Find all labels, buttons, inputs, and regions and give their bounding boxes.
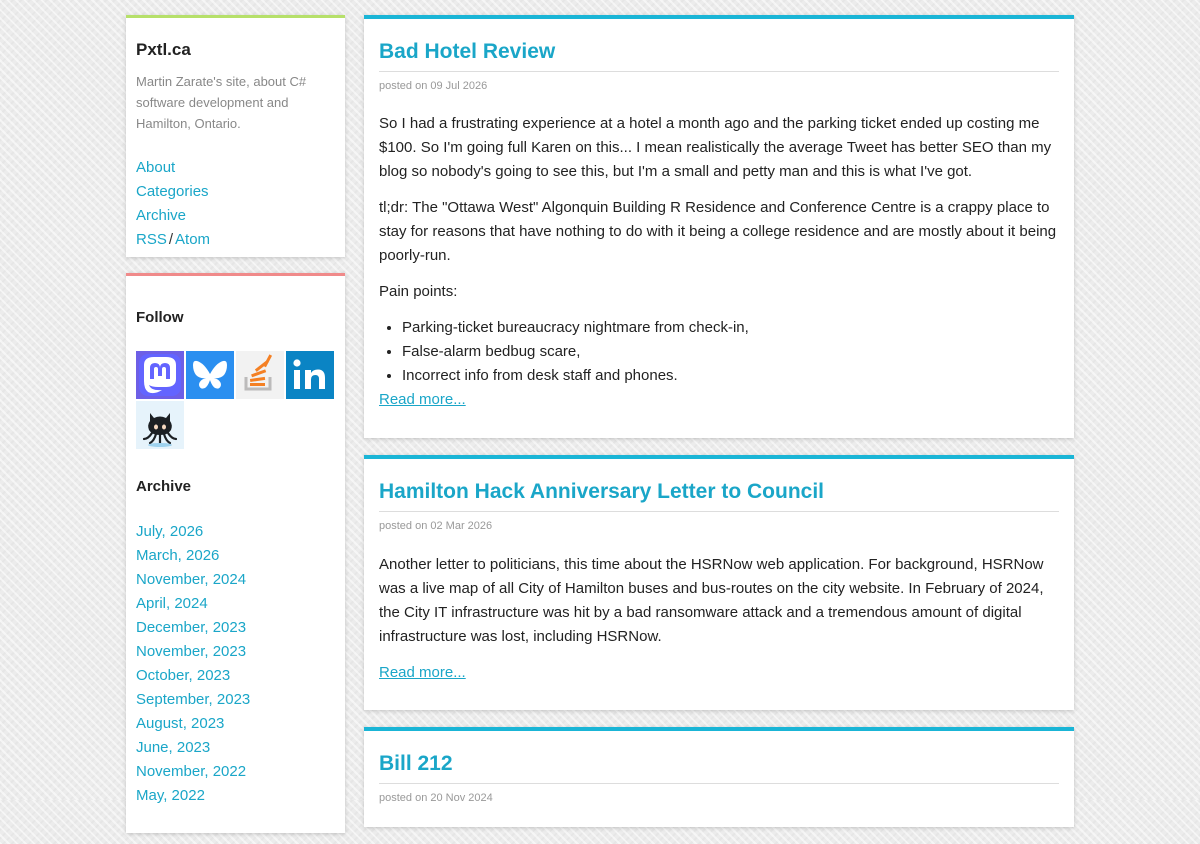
post-paragraph: Pain points: (379, 283, 458, 300)
post-card (364, 455, 1074, 710)
archive-link[interactable]: March, 2026 (136, 547, 220, 564)
archive-link[interactable]: September, 2023 (136, 691, 251, 708)
nav-about-link[interactable]: About (136, 159, 176, 176)
post-card (364, 727, 1074, 827)
bluesky-icon[interactable] (186, 351, 234, 399)
nav-rss-link[interactable]: RSS (136, 231, 167, 248)
post-card (364, 15, 1074, 438)
post-date: posted on 20 Nov 2024 (379, 792, 493, 804)
follow-heading: Follow (136, 309, 184, 326)
nav-atom-link[interactable]: Atom (175, 231, 211, 248)
nav-archive-link[interactable]: Archive (136, 207, 187, 224)
archive-link[interactable]: May, 2022 (136, 787, 205, 804)
site-nav (136, 156, 335, 252)
github-icon[interactable] (136, 401, 184, 449)
archive-list (136, 520, 335, 808)
stackoverflow-icon[interactable] (236, 351, 284, 399)
feed-links (136, 228, 335, 252)
archive-link[interactable]: July, 2026 (136, 523, 204, 540)
archive-heading: Archive (136, 478, 192, 495)
pain-points-list (379, 316, 1059, 388)
archive-link[interactable]: November, 2024 (136, 571, 247, 588)
post-paragraph: Another letter to politicians, this time about the HSRNow web application. For background, HSRNow was a live map of all City of Hamilton buses and bus-routes on the city website. In February of 2024, the City IT infrastructure was hit by a bad ransomware attack and a tremendous amount of digital infrastructure was lost, including HSRNow. (379, 556, 1044, 645)
list-item: • Incorrect info from desk staff and phones. (402, 364, 1059, 388)
social-icons (136, 351, 346, 451)
site-title: Pxtl.ca (136, 40, 191, 59)
post-list (364, 15, 1074, 844)
site-info-panel (126, 15, 345, 257)
list-item: • False-alarm bedbug scare, (402, 340, 1059, 364)
nav-categories-link[interactable]: Categories (136, 183, 209, 200)
read-more-link[interactable]: Read more... (379, 664, 466, 681)
archive-link[interactable]: November, 2023 (136, 643, 247, 660)
post-excerpt (379, 553, 1059, 685)
post-title-link[interactable]: Bill 212 (379, 752, 453, 775)
archive-link[interactable]: August, 2023 (136, 715, 225, 732)
read-more-link[interactable]: Read more... (379, 391, 466, 408)
post-paragraph: So I had a frustrating experience at a hotel a month ago and the parking ticket ended up costing me $100. So I'm going full Karen on this... I mean realistically the average Tweet has better SEO than my blog so nobody's going to see this, but I'm a small and petty man and this is what I've got. (379, 115, 1052, 180)
post-date: posted on 09 Jul 2026 (379, 80, 488, 92)
post-paragraph: tl;dr: The "Ottawa West" Algonquin Building R Residence and Conference Centre is a crappy place to stay for reasons that have nothing to do with it being a college residence and are mostly about it being poorly-run. (379, 199, 1057, 264)
post-title-link[interactable]: Bad Hotel Review (379, 40, 556, 63)
post-date: posted on 02 Mar 2026 (379, 520, 493, 532)
archive-link[interactable]: June, 2023 (136, 739, 211, 756)
follow-panel (126, 273, 345, 833)
list-item: • Parking-ticket bureaucracy nightmare from check-in, (402, 316, 1059, 340)
post-title-link[interactable]: Hamilton Hack Anniversary Letter to Council (379, 480, 824, 503)
feed-separator: / (168, 231, 174, 248)
archive-link[interactable]: December, 2023 (136, 619, 247, 636)
mastodon-icon[interactable] (136, 351, 184, 399)
site-description: Martin Zarate's site, about C# software development and Hamilton, Ontario. (136, 74, 307, 131)
archive-link[interactable]: April, 2024 (136, 595, 208, 612)
linkedin-icon[interactable] (286, 351, 334, 399)
archive-link[interactable]: November, 2022 (136, 763, 247, 780)
post-excerpt (379, 112, 1059, 412)
archive-link[interactable]: October, 2023 (136, 667, 231, 684)
sidebar (126, 15, 345, 833)
